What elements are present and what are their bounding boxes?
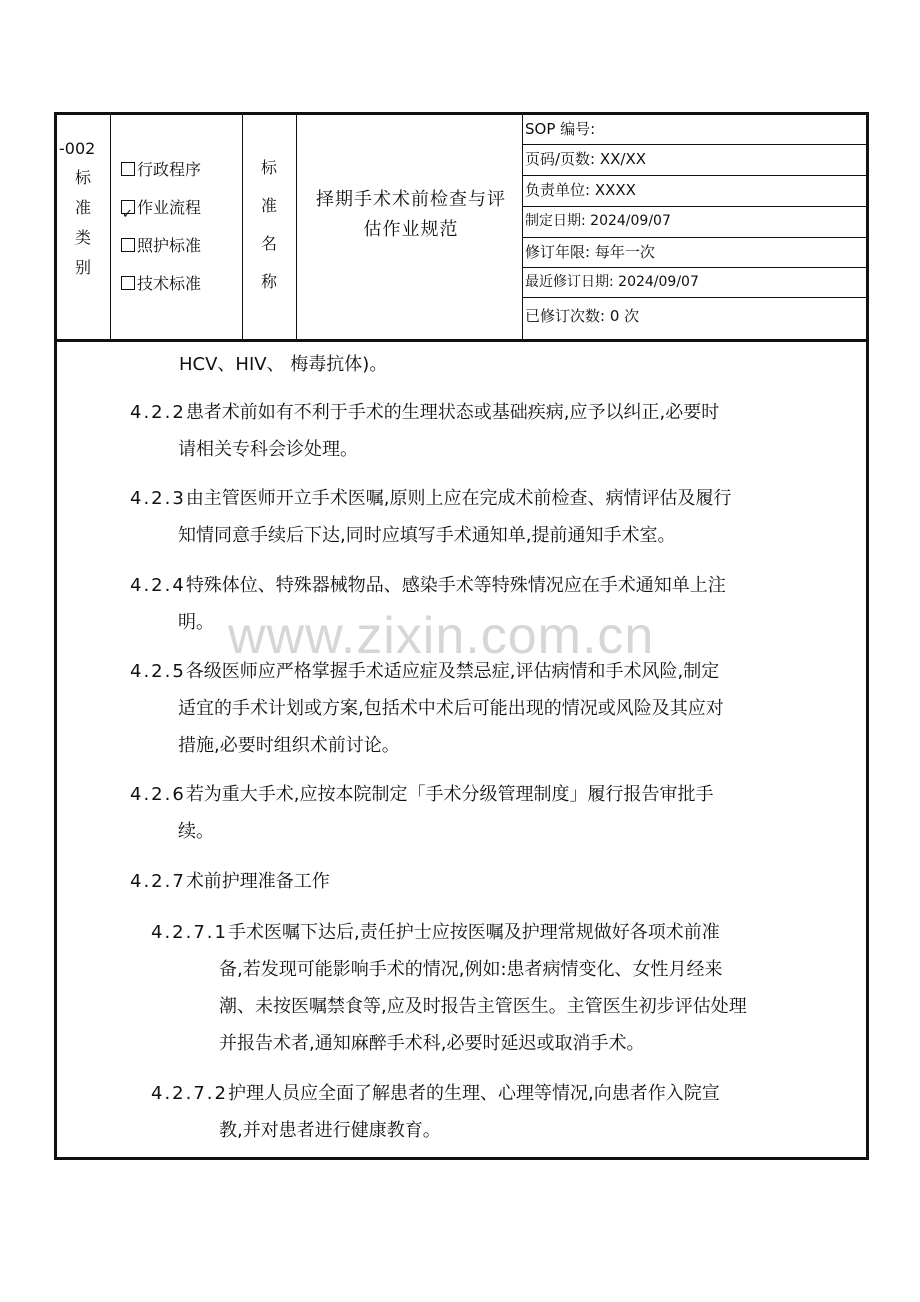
standard-name-label: 标 准 名 称 <box>261 158 278 291</box>
text-line: 明。 <box>178 612 214 633</box>
watermark: www.zixin.com.cn <box>228 607 655 665</box>
section-4-2-7-2: 4.2.7.2护理人员应全面了解患者的生理、心理等情况,向患者作入院宣 <box>151 1083 720 1104</box>
section-4-2-6: 4.2.6若为重大手术,应按本院制定「手术分级管理制度」履行报告审批手 <box>130 784 714 805</box>
text-line: 知情同意手续后下达,同时应填写手术通知单,提前通知手术室。 <box>178 525 676 546</box>
info-last-revised: 最近修订日期: 2024/09/07 <box>523 268 866 298</box>
text-line: 教,并对患者进行健康教育。 <box>219 1120 441 1141</box>
info-revision-period: 修订年限: 每年一次 <box>523 238 866 268</box>
text-line: 潮、未按医嘱禁食等,应及时报告主管医生。主管医生初步评估处理 <box>219 996 747 1017</box>
text-line: 适宜的手术计划或方案,包括术中术后可能出现的情况或风险及其应对 <box>178 698 724 719</box>
category-label: 标 准 类 别 <box>75 168 92 277</box>
section-4-2-4: 4.2.4特殊体位、特殊器械物品、感染手术等特殊情况应在手术通知单上注 <box>130 575 726 596</box>
document-code: -002 <box>59 139 96 158</box>
checkbox-icon[interactable] <box>121 238 135 252</box>
section-4-2-2: 4.2.2患者术前如有不利于手术的生理状态或基础疾病,应予以纠正,必要时 <box>130 402 720 423</box>
checkbox-care-standard[interactable]: 照护标准 <box>121 227 201 265</box>
info-sop-number: SOP 编号: <box>523 115 866 145</box>
info-revision-count: 已修订次数: 0 次 <box>525 307 640 325</box>
category-checkboxes <box>121 151 201 303</box>
text-line: 请相关专科会诊处理。 <box>178 439 358 460</box>
section-4-2-7-1: 4.2.7.1手术医嘱下达后,责任护士应按医嘱及护理常规做好各项术前准 <box>151 922 720 943</box>
checkbox-workflow[interactable]: ✓作业流程 <box>121 189 201 227</box>
section-4-2-5: 4.2.5各级医师应严格掌握手术适应症及禁忌症,评估病情和手术风险,制定 <box>130 661 720 682</box>
text-line: 续。 <box>178 821 214 842</box>
checkbox-technical-standard[interactable]: 技术标准 <box>121 265 201 303</box>
checkbox-icon[interactable] <box>121 162 135 176</box>
info-responsible-unit: 负责单位: XXXX <box>523 176 866 207</box>
checkbox-administrative[interactable]: 行政程序 <box>121 151 201 189</box>
header-table <box>57 115 866 342</box>
checkbox-icon[interactable] <box>121 276 135 290</box>
info-created-date: 制定日期: 2024/09/07 <box>523 207 866 238</box>
text-line: 并报告术者,通知麻醉手术科,必要时延迟或取消手术。 <box>219 1033 645 1054</box>
info-page-count: 页码/页数: XX/XX <box>523 145 866 176</box>
checked-checkbox-icon[interactable] <box>121 200 135 214</box>
document-title: 择期手术术前检查与评 估作业规范 <box>316 189 506 240</box>
section-4-2-3: 4.2.3由主管医师开立手术医嘱,原则上应在完成术前检查、病情评估及履行 <box>130 488 732 509</box>
text-line: 措施,必要时组织术前讨论。 <box>178 735 400 756</box>
section-4-2-7: 4.2.7术前护理准备工作 <box>130 871 330 892</box>
text-line: 备,若发现可能影响手术的情况,例如:患者病情变化、女性月经来 <box>219 959 723 980</box>
text-line: HCV、HIV、 梅毒抗体)。 <box>179 354 388 375</box>
